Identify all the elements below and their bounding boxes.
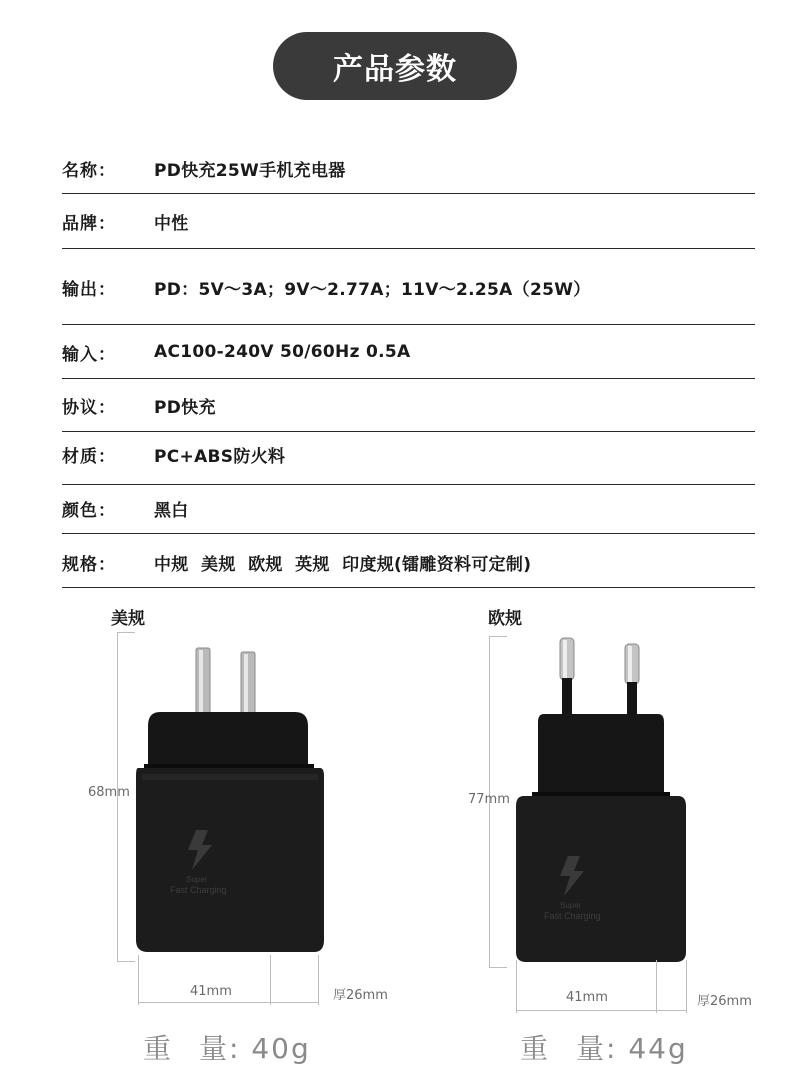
spec-label: 输入： [62,344,116,365]
spec-value: PD快充 [154,397,216,418]
device-text-fast-charging: Fast Charging [544,911,601,921]
device-text-super: Super [560,901,582,910]
width-dimension: 41mm [566,990,608,1005]
dimension-tick [656,960,657,1013]
us-plug-weight [143,1027,311,1067]
spec-value: 中性 [154,213,189,234]
weight-label: 重 [520,1032,551,1065]
weight-value: 40g [251,1032,311,1065]
dimension-tick [270,955,271,1005]
weight-label: 重 [143,1032,174,1065]
dimension-tick [489,967,507,968]
divider [62,248,755,249]
spec-label: 协议： [62,397,116,418]
spec-value: 中规 美规 欧规 英规 印度规(镭雕资料可定制) [154,554,532,575]
spec-value: PD快充25W手机充电器 [154,160,346,181]
divider [62,484,755,485]
spec-label: 品牌： [62,213,116,234]
thickness-dimension-line [270,1002,319,1003]
device-text-fast-charging: Fast Charging [170,885,227,895]
spec-row-input [62,339,755,365]
thickness-dimension-line [656,1010,687,1011]
spec-label: 名称： [62,160,116,181]
spec-row-name [62,155,755,181]
spec-row-protocol [62,392,755,418]
dimension-tick [516,960,517,1013]
weight-value: 44g [628,1032,688,1065]
dimension-tick [117,632,135,633]
width-dimension-line [516,1010,657,1011]
dimension-tick [489,636,507,637]
divider [62,193,755,194]
spec-row-color [62,495,755,521]
eu-plug-weight [520,1027,688,1067]
us-plug-label: 美规 [111,609,145,629]
dimension-tick [138,955,139,1005]
device-text-super: Super [186,875,208,884]
dimension-tick [686,960,687,1013]
thickness-dimension: 厚26mm [697,994,752,1009]
width-dimension: 41mm [190,984,232,999]
spec-label: 颜色： [62,500,116,521]
divider [62,324,755,325]
height-dimension: 68mm [88,785,130,800]
divider [62,587,755,588]
dimension-tick [318,955,319,1005]
spec-row-output [62,274,755,300]
divider [62,533,755,534]
width-dimension-line [138,1002,271,1003]
page-title: 产品参数 [273,32,517,100]
weight-label: 量: [199,1032,241,1065]
eu-plug-charger-image [508,634,698,966]
eu-plug-label: 欧规 [488,609,522,629]
spec-value: PC+ABS防火料 [154,446,286,467]
spec-row-brand [62,208,755,234]
spec-value: PD：5V～3A；9V～2.77A；11V～2.25A（25W） [154,279,591,300]
divider [62,378,755,379]
spec-row-variants [62,549,755,575]
thickness-dimension: 厚26mm [333,988,388,1003]
us-plug-charger-image [130,640,330,960]
spec-row-material [62,441,755,467]
divider [62,431,755,432]
spec-label: 规格： [62,554,116,575]
dimension-tick [117,961,135,962]
weight-label: 量: [576,1032,618,1065]
spec-label: 材质： [62,446,116,467]
height-dimension: 77mm [468,792,510,807]
spec-value: AC100-240V 50/60Hz 0.5A [154,342,411,362]
spec-value: 黑白 [154,500,189,521]
spec-label: 输出： [62,279,116,300]
